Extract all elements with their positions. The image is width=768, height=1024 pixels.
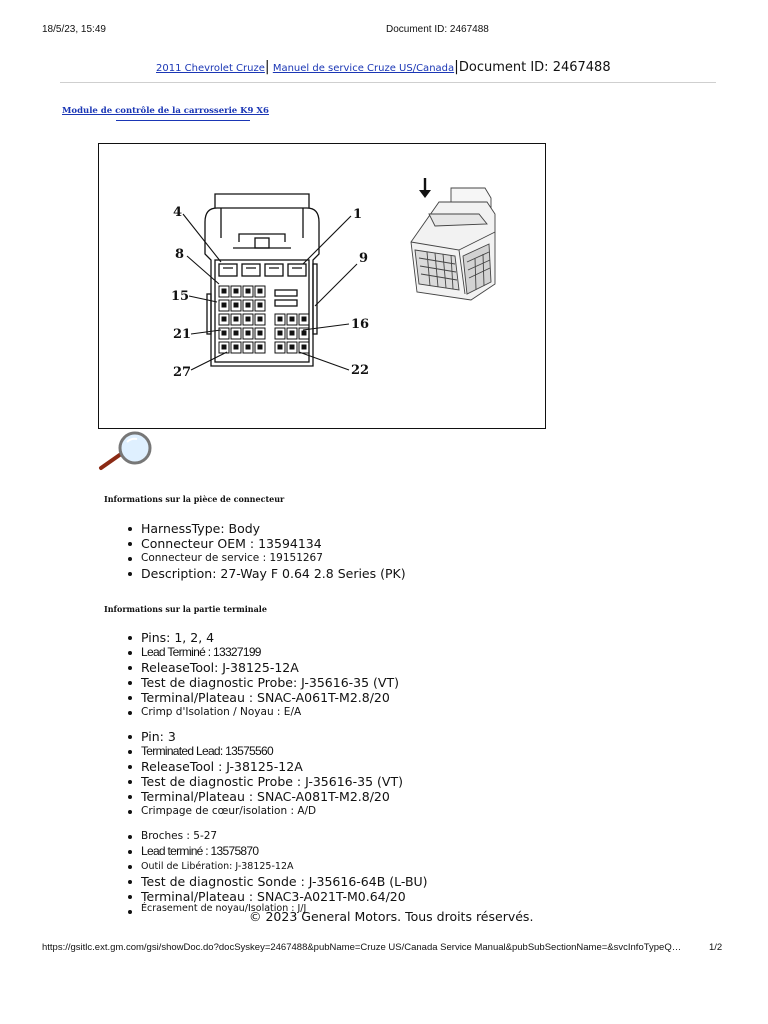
header-divider <box>60 82 716 83</box>
list-item: Broches : 5-27 <box>125 829 428 844</box>
pin-label-1: 1 <box>353 207 363 222</box>
cavity-terminal <box>258 317 262 321</box>
cavity-terminal <box>246 331 250 335</box>
cavity-terminal <box>290 345 294 349</box>
list-item: Connecteur de service : 19151267 <box>125 551 406 566</box>
list-item: Lead terminé : 13575870 <box>125 844 428 859</box>
list-item: Test de diagnostic Sonde : J-35616-64B (L-BU) <box>125 874 428 889</box>
terminal-group-1 <box>125 630 399 720</box>
list-item: Crimp d'Isolation / Noyau : E/A <box>125 705 399 720</box>
cavity-terminal <box>258 303 262 307</box>
cavity-terminal <box>278 317 282 321</box>
list-item: Test de diagnostic Probe : J-35616-35 (VT) <box>125 774 403 789</box>
list-item: Pin: 3 <box>125 729 403 744</box>
connector-info-list <box>125 521 406 581</box>
breadcrumb-separator: | <box>454 59 459 75</box>
cavity-terminal <box>302 345 306 349</box>
cavity-terminal <box>234 345 238 349</box>
breadcrumb <box>156 59 611 75</box>
cavity-terminal <box>222 331 226 335</box>
connector-face <box>205 194 319 366</box>
footer-page-number: 1/2 <box>709 942 723 953</box>
list-item: Terminal/Plateau : SNAC-A081T-M2.8/20 <box>125 789 403 804</box>
breadcrumb-vehicle-link[interactable]: 2011 Chevrolet Cruze <box>156 63 265 74</box>
list-item: Terminal/Plateau : SNAC3-A021T-M0.64/20 <box>125 889 428 904</box>
cavity-terminal <box>246 345 250 349</box>
pin-label-group <box>171 205 369 380</box>
cavity-terminal <box>234 331 238 335</box>
module-link[interactable]: Module de contrôle de la carrosserie K9 X6 <box>62 106 269 116</box>
connector-section-title: Informations sur la pièce de connecteur <box>104 494 285 504</box>
breadcrumb-document-id: Document ID: 2467488 <box>458 60 611 75</box>
cavity-terminal <box>258 345 262 349</box>
cavity-terminal <box>278 345 282 349</box>
pin-label-27: 27 <box>173 365 192 380</box>
pin-label-16: 16 <box>351 317 370 332</box>
breadcrumb-separator: | <box>264 59 270 75</box>
list-item: Crimpage de cœur/isolation : A/D <box>125 804 403 819</box>
view-direction-arrow <box>419 178 431 198</box>
list-item: Terminated Lead: 13575560 <box>125 744 403 759</box>
leader-lines <box>183 214 357 370</box>
cavity-terminal <box>278 331 282 335</box>
cavity-terminal <box>246 317 250 321</box>
breadcrumb-manual-link[interactable]: Manuel de service Cruze US/Canada <box>272 63 455 74</box>
pin-label-15: 15 <box>171 289 190 304</box>
footer-url: https://gsitlc.ext.gm.com/gsi/showDoc.do?docSyskey=2467488&pubName=Cruze US/Canada Service Manual&pubSubSectionName=&svcInfoTypeQ… <box>42 942 682 953</box>
cavity-terminal <box>246 289 250 293</box>
print-document-id: Document ID: 2467488 <box>386 24 489 35</box>
cavity-terminal <box>246 303 250 307</box>
terminal-group-2 <box>125 729 403 819</box>
cavity-terminal <box>234 289 238 293</box>
list-item: Outil de Libération: J-38125-12A <box>125 859 428 874</box>
pin-label-4: 4 <box>173 205 183 220</box>
connector-isometric <box>411 188 495 300</box>
list-item: HarnessType: Body <box>125 521 406 536</box>
cavity-terminal <box>222 303 226 307</box>
list-item: Lead Terminé : 13327199 <box>125 645 399 660</box>
cavity-terminal <box>302 317 306 321</box>
list-item: ReleaseTool: J-38125-12A <box>125 660 399 675</box>
connector-figure <box>98 143 546 429</box>
list-item: Terminal/Plateau : SNAC-A061T-M2.8/20 <box>125 690 399 705</box>
pin-label-9: 9 <box>359 251 369 266</box>
list-item: Écrasement de noyau/Isolation : J/J <box>125 904 428 913</box>
connector-face-diagram <box>99 144 545 428</box>
cavity-terminal <box>290 317 294 321</box>
magnifier-icon[interactable] <box>97 430 159 474</box>
cavity-terminal <box>258 331 262 335</box>
terminal-section-title: Informations sur la partie terminale <box>104 604 267 614</box>
pin-label-8: 8 <box>175 247 185 262</box>
list-item: Connecteur OEM : 13594134 <box>125 536 406 551</box>
cavity-terminal <box>234 303 238 307</box>
list-item: Description: 27-Way F 0.64 2.8 Series (PK) <box>125 566 406 581</box>
cavity-terminal <box>258 289 262 293</box>
cavity-terminal <box>234 317 238 321</box>
pin-label-22: 22 <box>351 363 370 378</box>
list-item: Test de diagnostic Probe: J-35616-35 (VT) <box>125 675 399 690</box>
copyright-notice: © 2023 General Motors. Tous droits réservés. <box>249 909 534 924</box>
cavity-terminal <box>222 345 226 349</box>
list-item: Pins: 1, 2, 4 <box>125 630 399 645</box>
cavity-terminal <box>222 289 226 293</box>
pin-label-21: 21 <box>173 327 192 342</box>
cavity-terminal <box>222 317 226 321</box>
terminal-group-3 <box>125 829 428 913</box>
cavity-terminal <box>302 331 306 335</box>
print-datetime: 18/5/23, 15:49 <box>42 24 106 35</box>
module-link-underline <box>116 120 250 121</box>
list-item: ReleaseTool : J-38125-12A <box>125 759 403 774</box>
cavity-terminal <box>290 331 294 335</box>
